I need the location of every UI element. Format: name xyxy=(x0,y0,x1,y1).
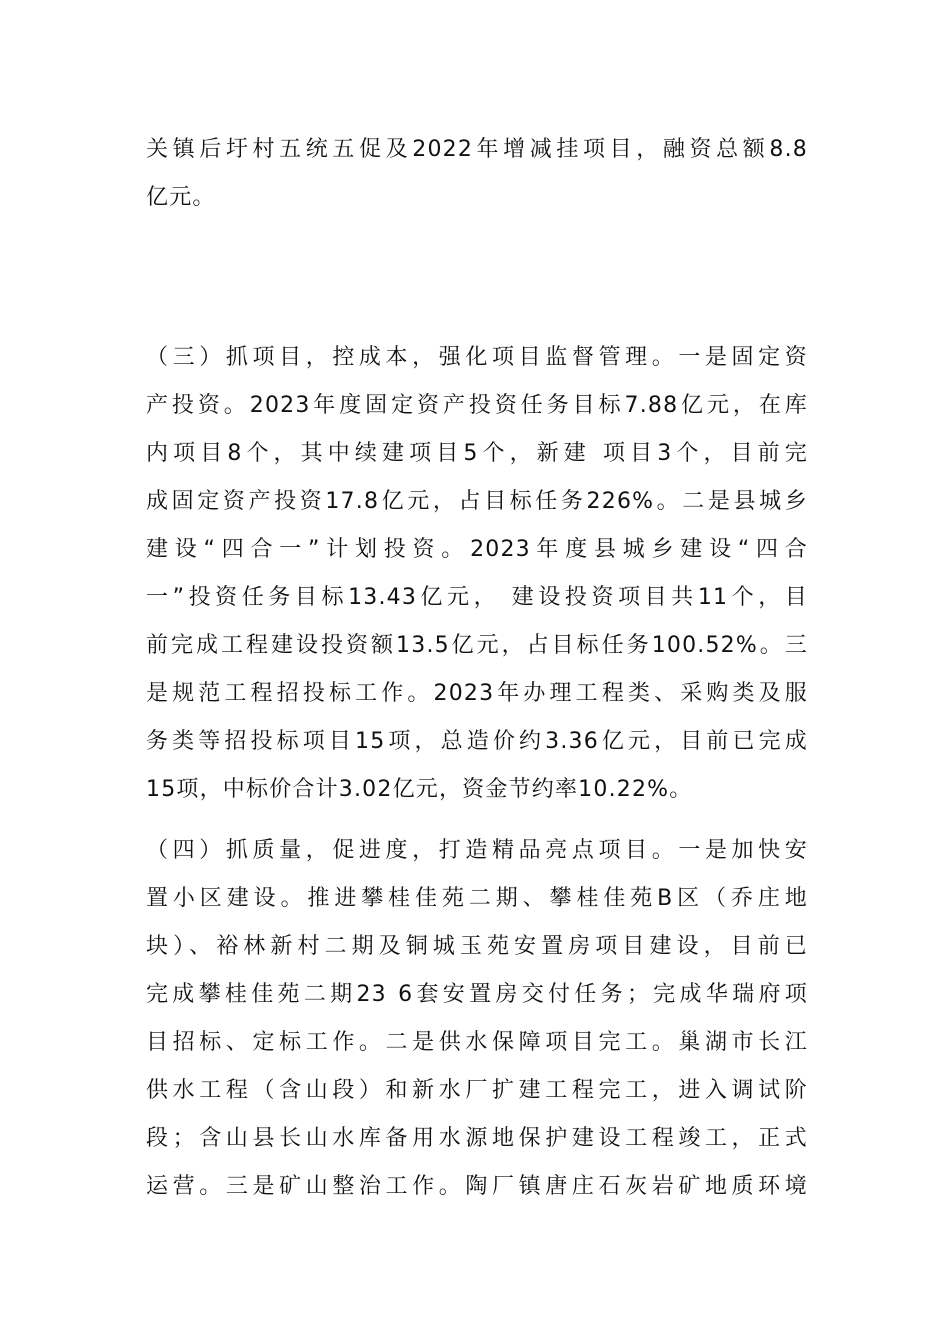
paragraph-project-supervision xyxy=(146,334,808,814)
text-line: 15项，中标价合计3.02亿元，资金节约率10.22%。 xyxy=(146,777,693,802)
text-line: 内项目8个，其中续建项目5个，新建 项目3个，目前完 xyxy=(146,441,808,466)
text-line: 务类等招投标项目15项，总造价约3.36亿元，目前已完成 xyxy=(146,729,808,754)
text-line: 亿元。 xyxy=(146,185,216,210)
text-line: （三）抓项目，控成本，强化项目监督管理。一是固定资 xyxy=(146,345,808,370)
text-line: 一”投资任务目标13.43亿元， 建设投资项目共11个，目 xyxy=(146,585,808,610)
text-line: 完成攀桂佳苑二期23 6套安置房交付任务；完成华瑞府项 xyxy=(146,982,808,1007)
text-line: 块）、裕林新村二期及铜城玉苑安置房项目建设，目前已 xyxy=(146,934,808,959)
text-line: 是规范工程招投标工作。2023年办理工程类、采购类及服 xyxy=(146,681,808,706)
paragraph-financing xyxy=(146,126,808,222)
text-line: 供水工程（含山段）和新水厂扩建工程完工，进入调试阶 xyxy=(146,1078,808,1103)
text-line: 成固定资产投资17.8亿元，占目标任务226%。二是县城乡 xyxy=(146,489,808,514)
text-line: 前完成工程建设投资额13.5亿元，占目标任务100.52%。三 xyxy=(146,633,808,658)
text-line: 置小区建设。推进攀桂佳苑二期、攀桂佳苑B区（乔庄地 xyxy=(146,886,808,911)
paragraph-quality-progress xyxy=(146,827,808,1211)
text-line: 段；含山县长山水库备用水源地保护建设工程竣工，正式 xyxy=(146,1126,808,1151)
text-line: 产投资。2023年度固定资产投资任务目标7.88亿元，在库 xyxy=(146,393,808,418)
text-line: 关镇后圩村五统五促及2022年增减挂项目，融资总额8.8 xyxy=(146,137,808,162)
text-line: 建设“四合一”计划投资。2023年度县城乡建设“四合 xyxy=(146,537,808,562)
text-line: （四）抓质量，促进度，打造精品亮点项目。一是加快安 xyxy=(146,838,808,863)
text-line: 运营。三是矿山整治工作。陶厂镇唐庄石灰岩矿地质环境 xyxy=(146,1174,808,1199)
text-line: 目招标、定标工作。二是供水保障项目完工。巢湖市长江 xyxy=(146,1030,808,1055)
